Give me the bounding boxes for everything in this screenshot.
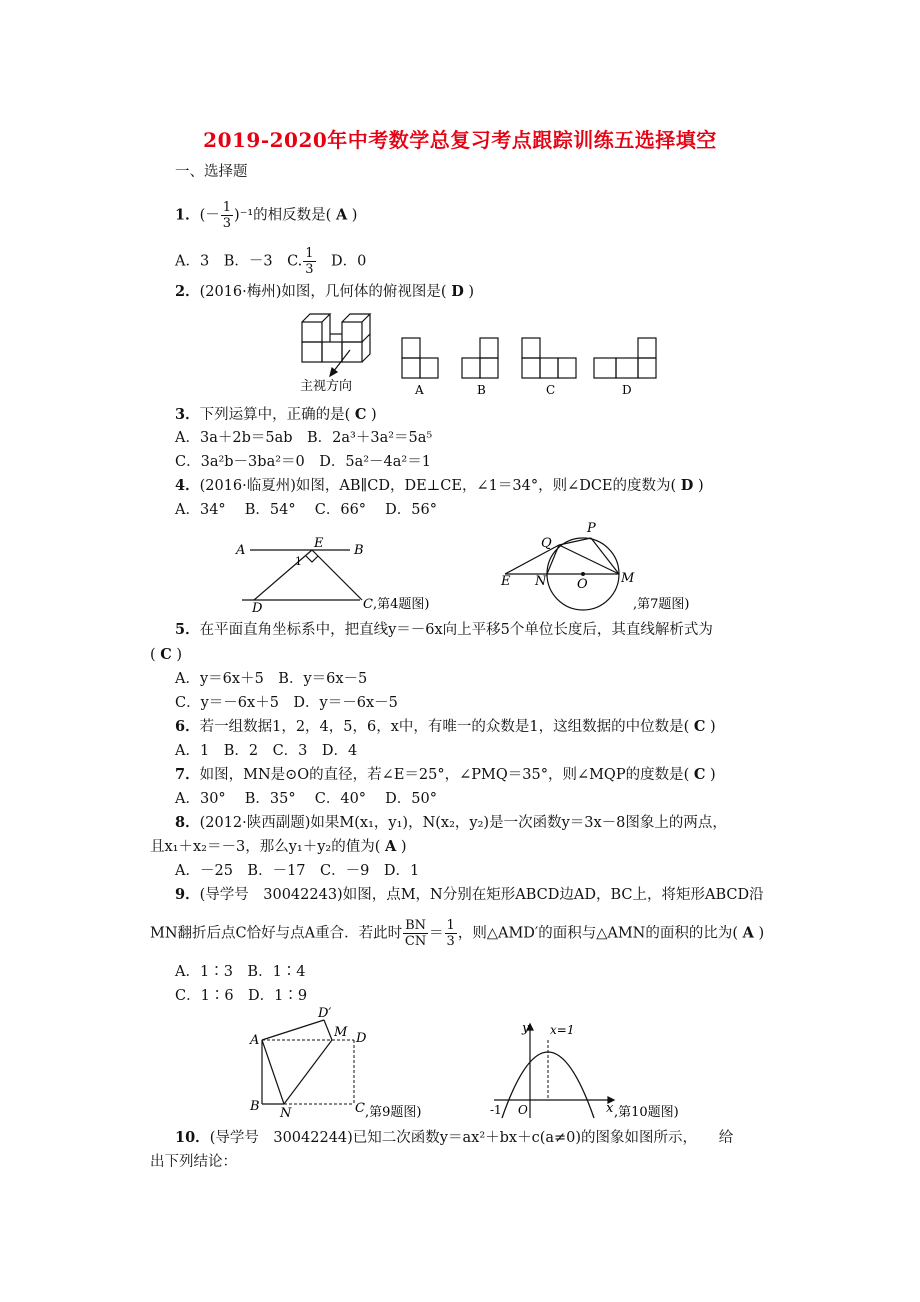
q1-answer: A <box>335 206 348 224</box>
q4-label-angle1: 1 <box>295 555 302 568</box>
q6-close: ) <box>705 719 716 735</box>
q4-figure <box>232 532 462 617</box>
q5-options-cd: C．y＝－6x＋5 D．y＝－6x－5 <box>175 695 398 711</box>
q9-text2b: ，则△AMD′的面积与△AMN的面积的比为( <box>457 925 743 942</box>
q9-label-a: A <box>250 1033 260 1048</box>
q10-number: 10． <box>175 1129 210 1146</box>
q3-close: ) <box>366 407 377 423</box>
q9-options-ab: A．1∶3 B．1∶4 <box>175 964 306 980</box>
q2-option-c-drawing <box>522 338 576 378</box>
q5-answer-line <box>150 645 182 665</box>
q5-open: ( <box>150 647 161 663</box>
question-10 <box>175 1128 733 1148</box>
q2-option-a-drawing <box>402 338 438 378</box>
q9-drawing <box>262 1020 332 1104</box>
q9-text: (导学号 30042243)如图，点M，N分别在矩形ABCD边AD，BC上，将矩形ABCD沿 <box>199 887 764 903</box>
q1-frac-den: 3 <box>222 216 232 231</box>
q10-label-y: y <box>522 1021 530 1036</box>
q9-number: 9． <box>175 886 200 903</box>
q4-answer: D <box>680 477 694 494</box>
q2-view-label: 主视方向 <box>300 379 353 394</box>
q1-frac-num: 1 <box>222 200 232 215</box>
q6-number: 6． <box>175 718 200 735</box>
q9-frac-1: 1 <box>446 918 455 933</box>
q8-text2: 且x₁＋x₂＝－3，那么y₁＋y₂的值为( <box>150 839 385 855</box>
q6-text: 若一组数据1，2，4，5，6，x中，有唯一的众数是1，这组数据的中位数是( <box>199 719 694 735</box>
q10-label-x1: x=1 <box>550 1023 575 1037</box>
question-2 <box>175 282 474 302</box>
q7-number: 7． <box>175 766 200 783</box>
q8-answer: A <box>384 838 397 855</box>
q7-label-p: P <box>587 521 596 536</box>
q4-text: (2016·临夏州)如图，AB∥CD，DE⊥CE，∠1＝34°，则∠DCE的度数为( <box>199 478 681 494</box>
q2-label-b: B <box>477 383 486 397</box>
q1-option-d: D．0 <box>316 253 367 270</box>
question-3 <box>175 405 377 425</box>
q10-label-o: O <box>518 1103 528 1117</box>
question-1 <box>175 200 357 231</box>
q9-options-cd: C．1∶6 D．1∶9 <box>175 988 308 1004</box>
q8-text: (2012·陕西副题)如果M(x₁，y₁)，N(x₂，y₂)是一次函数y＝3x－8图象上的两点， <box>199 815 727 831</box>
q7-label-q: Q <box>541 536 552 551</box>
question-5 <box>175 620 713 640</box>
q9-line2 <box>150 918 764 949</box>
q5-text: 在平面直角坐标系中，把直线y＝－6x向上平移5个单位长度后，其直线解析式为 <box>199 622 713 638</box>
q2-label-c: C <box>546 383 556 397</box>
q8-options: A．－25 B．－17 C．－9 D．1 <box>175 863 420 879</box>
q8-number: 8． <box>175 814 200 831</box>
q9-label-d: D <box>356 1031 367 1046</box>
q7-close: ) <box>705 767 716 783</box>
q9-close: ) <box>753 925 765 942</box>
q1-close: ) <box>347 207 358 224</box>
q6-answer: C <box>693 718 706 735</box>
q9-frac-3: 3 <box>446 934 455 949</box>
q7-caption: ,第7题图) <box>633 597 690 612</box>
q2-close: ) <box>463 284 475 300</box>
q1-option-fraction <box>303 246 315 277</box>
q1-opt-frac-den: 3 <box>305 262 314 277</box>
q10-caption: ,第10题图) <box>614 1105 679 1120</box>
q2-option-d-drawing <box>594 338 656 378</box>
question-7 <box>175 765 716 785</box>
page-title: 2019-2020年中考数学总复习考点跟踪训练五选择填空 <box>203 128 717 152</box>
q7-answer: C <box>693 766 706 783</box>
q9-label-dprime: D′ <box>318 1006 332 1021</box>
q4-drawing <box>242 550 362 600</box>
q2-figure <box>290 308 670 398</box>
q2-option-b-drawing <box>462 338 498 378</box>
q9-label-b: B <box>250 1099 260 1114</box>
q2-answer: D <box>451 283 464 300</box>
q10-label-minus1: -1 <box>490 1103 502 1117</box>
q4-label-c: C <box>363 597 373 612</box>
q9-label-n: N <box>280 1106 292 1120</box>
q9-label-m: M <box>334 1025 348 1040</box>
q4-options: A．34° B．54° C．66° D．56° <box>175 502 437 518</box>
q5-answer: C <box>160 646 172 663</box>
q5-close: ) <box>171 647 183 663</box>
q1-pre: (－ <box>199 207 220 224</box>
q10-figure <box>488 1018 723 1122</box>
q1-opt-frac-num: 1 <box>305 246 314 261</box>
q4-caption: ,第4题图) <box>373 597 430 612</box>
q9-label-c: C <box>355 1101 365 1116</box>
question-9 <box>175 885 764 905</box>
q10-line2: 出下列结论： <box>150 1154 237 1170</box>
q1-number: 1． <box>175 206 200 224</box>
question-6 <box>175 717 716 737</box>
q9-answer: A <box>742 924 754 942</box>
q1-fraction <box>221 200 233 231</box>
q1-options-abc: A．3 B．－3 C. <box>175 253 303 270</box>
q6-options: A．1 B．2 C．3 D．4 <box>175 743 358 759</box>
q4-number: 4． <box>175 477 200 494</box>
section-heading: 一、选择题 <box>175 164 248 180</box>
q7-options: A．30° B．35° C．40° D．50° <box>175 791 437 807</box>
q8-close: ) <box>396 839 407 855</box>
q2-label-a: A <box>415 383 424 397</box>
question-8 <box>175 813 727 833</box>
q7-label-o: O <box>577 577 588 592</box>
q1-post: )⁻¹的相反数是( <box>234 207 336 224</box>
q3-number: 3． <box>175 406 200 423</box>
q3-options-cd: C．3a²b－3ba²＝0 D．5a²－4a²＝1 <box>175 454 431 470</box>
q9-fraction-one-third <box>445 918 457 949</box>
q4-close: ) <box>693 478 704 494</box>
q1-options <box>175 246 366 277</box>
q7-center-dot <box>581 572 585 576</box>
q5-number: 5． <box>175 621 200 638</box>
q2-number: 2． <box>175 283 200 300</box>
q10-text: (导学号 30042244)已知二次函数y＝ax²＋bx＋c(a≠0)的图象如图所示， 给 <box>209 1130 734 1146</box>
q9-equals: ＝ <box>429 925 444 942</box>
q9-fraction-bn-cn <box>403 918 428 949</box>
q7-figure <box>495 518 735 618</box>
q4-label-d: D <box>252 601 263 616</box>
q9-frac-cn: CN <box>404 934 427 949</box>
q10-axes <box>494 1024 614 1118</box>
q5-options-ab: A．y＝6x＋5 B．y＝6x－5 <box>175 671 368 687</box>
q3-answer: C <box>354 406 367 423</box>
q3-options-ab: A．3a＋2b＝5ab B．2a³＋3a²＝5a⁵ <box>175 430 433 446</box>
q9-figure <box>240 1004 465 1120</box>
question-4 <box>175 476 704 496</box>
q4-label-e: E <box>314 536 324 551</box>
q4-label-b: B <box>354 543 364 558</box>
q9-frac-bn: BN <box>405 918 427 933</box>
q2-solid-drawing <box>302 314 370 376</box>
q9-text2a: MN翻折后点C恰好与点A重合．若此时 <box>150 925 403 942</box>
q3-text: 下列运算中，正确的是( <box>199 407 355 423</box>
q2-label-d: D <box>622 383 632 397</box>
q7-label-e: E <box>501 574 511 589</box>
q10-label-x: x <box>606 1101 614 1116</box>
q7-drawing <box>505 538 619 610</box>
q7-label-m: M <box>621 571 635 586</box>
q4-label-a: A <box>236 543 246 558</box>
q2-text: (2016·梅州)如图，几何体的俯视图是( <box>199 284 452 300</box>
q9-caption: ,第9题图) <box>365 1105 422 1120</box>
q7-text: 如图，MN是⊙O的直径，若∠E＝25°，∠PMQ＝35°，则∠MQP的度数是( <box>199 767 694 783</box>
q8-line2 <box>150 837 407 857</box>
q7-label-n: N <box>535 574 547 589</box>
